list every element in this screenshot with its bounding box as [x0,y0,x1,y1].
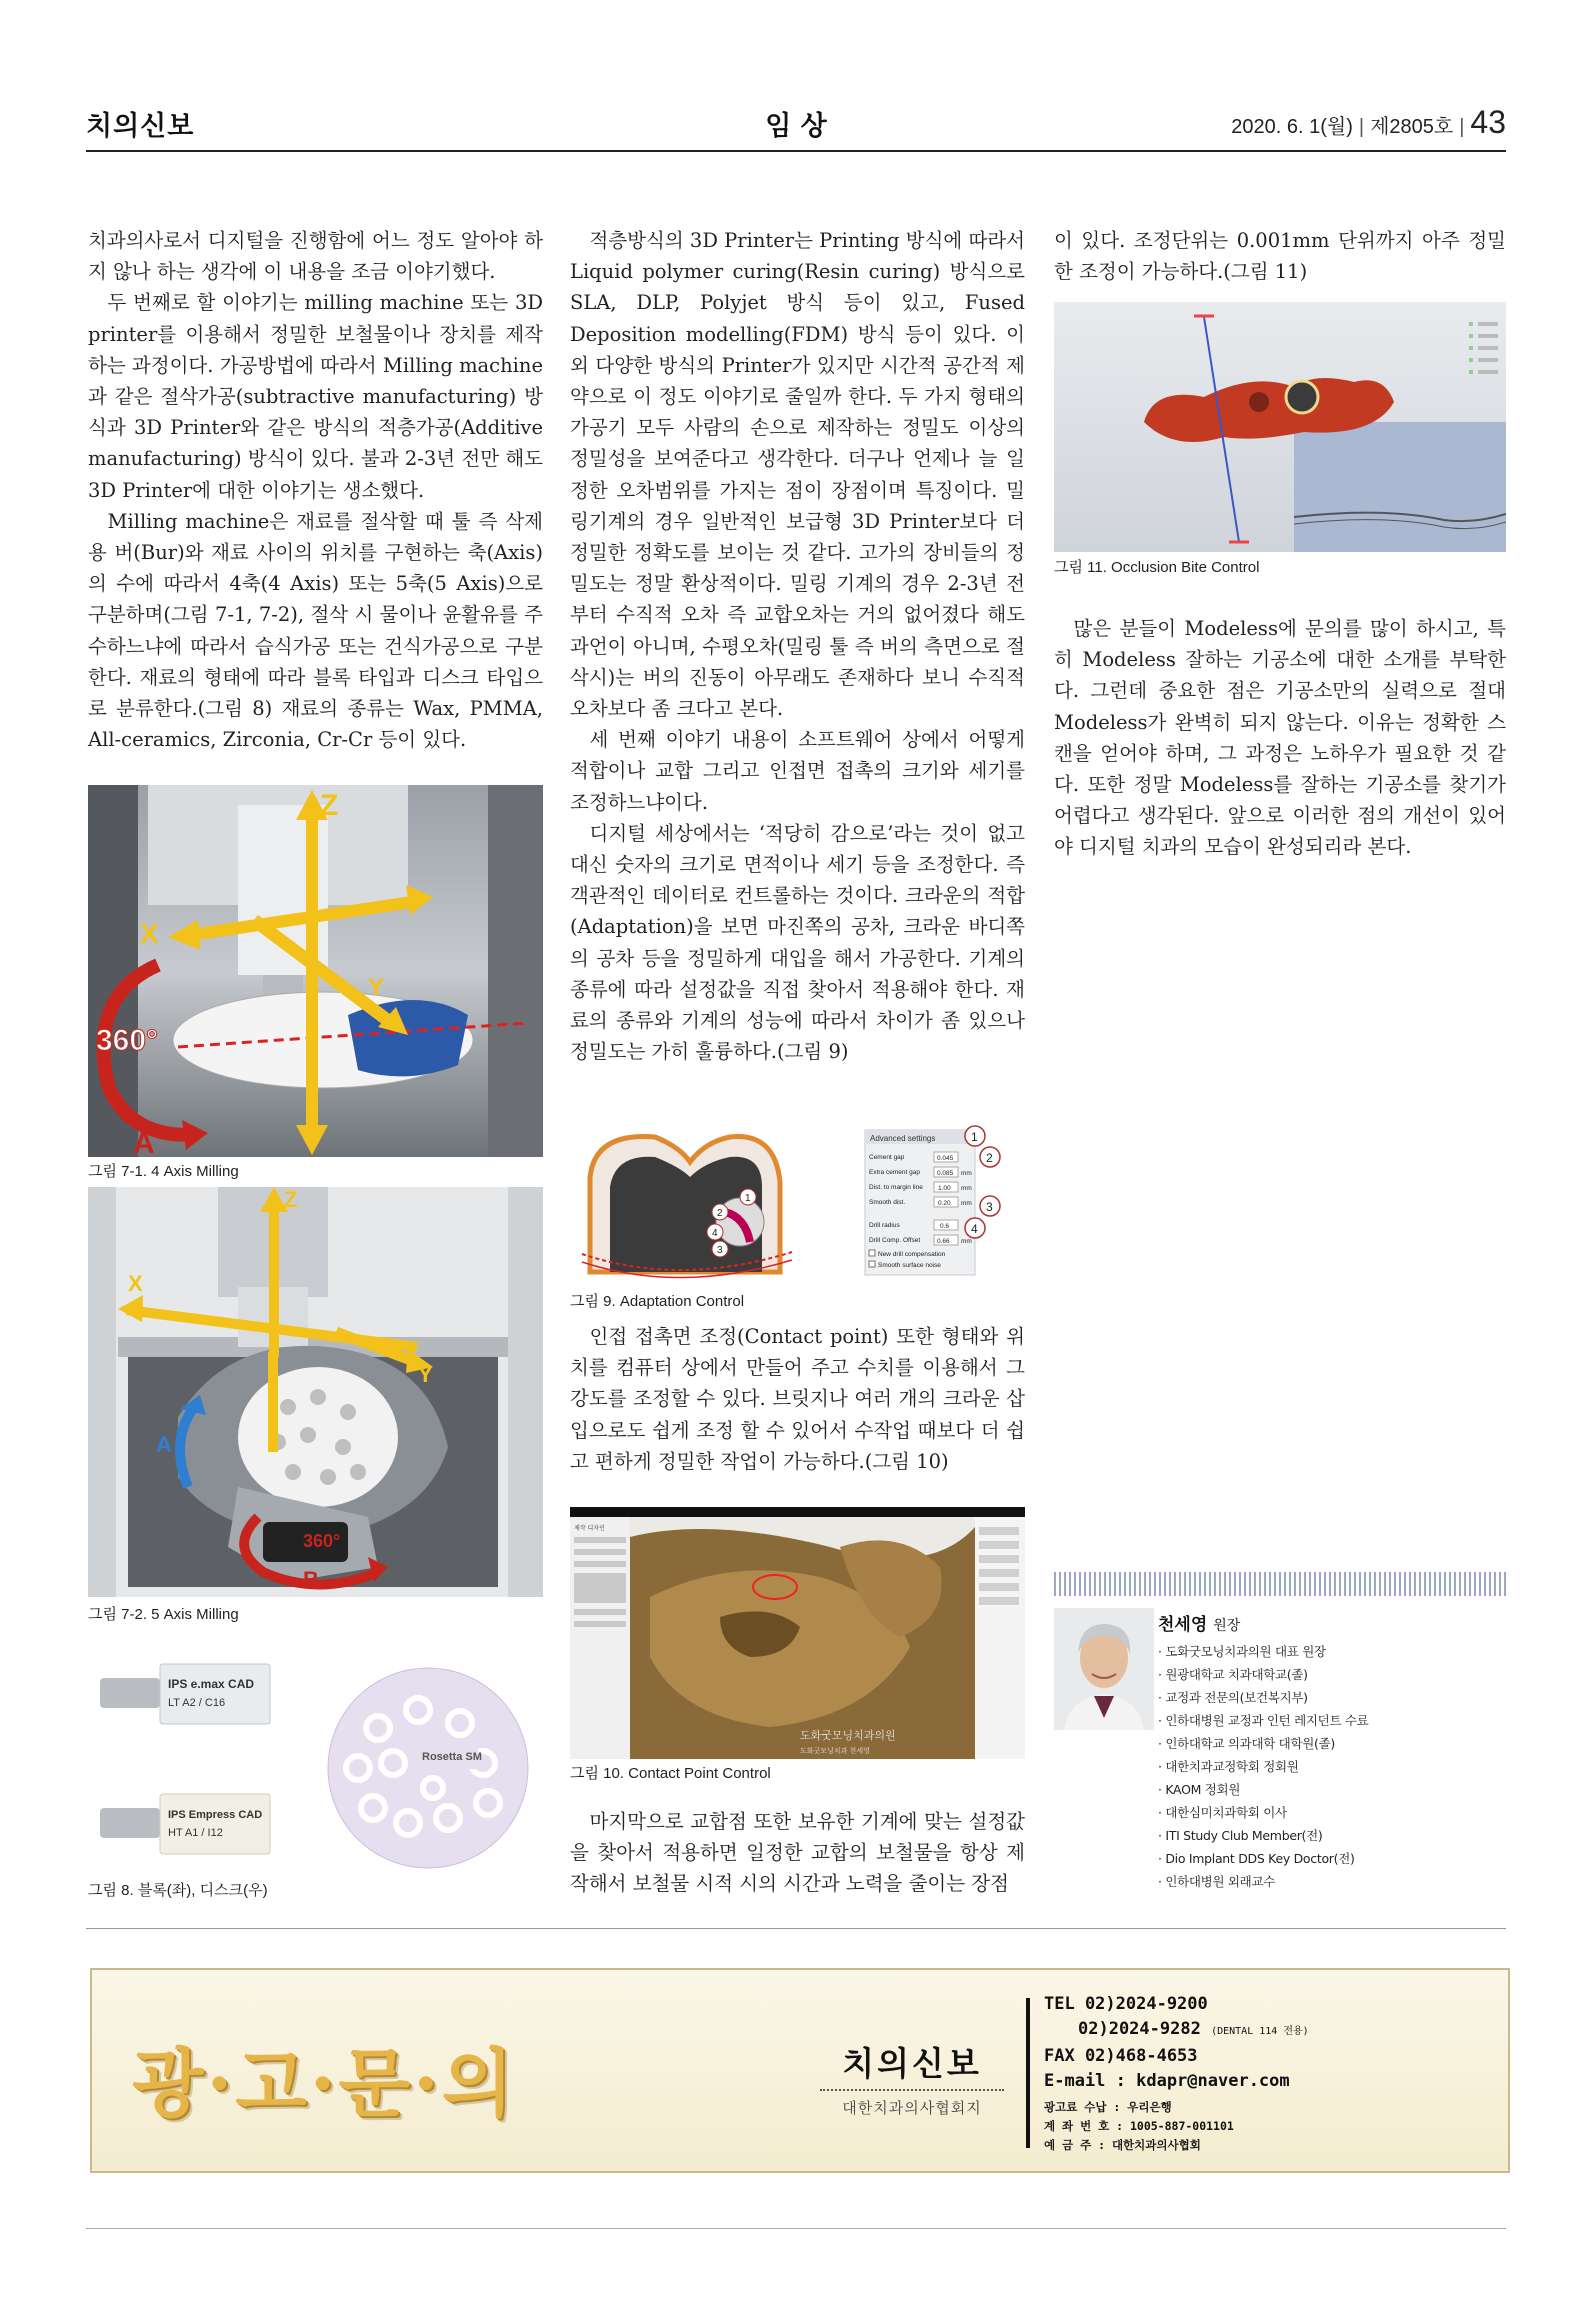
setting-unit: mm [961,1170,972,1177]
checkbox-label: New drill compensation [878,1251,946,1258]
author-career-list [1158,1640,1368,1893]
issue-info: 2020. 6. 1(월) | 제2805호 | 43 [1231,104,1506,140]
axis-label-z: Z [320,789,339,822]
column-2 [570,225,1025,1067]
marker-2: 2 [717,1208,723,1219]
checkbox-label: Smooth surface noise [878,1262,941,1269]
ad-divider [1026,1998,1030,2148]
ad-logo-sub: 대한치과의사협회지 [842,2099,982,2117]
setting-value: 1.00 [938,1185,951,1192]
author-title: 원장 [1213,1618,1241,1634]
column-3-continued [1054,613,1506,863]
paragraph: 치과의사로서 디지털을 진행함에 어느 정도 알아야 하지 않나 하는 생각에 이 내용을 조금 이야기했다. [88,229,543,284]
column-2-end [570,1806,1025,1900]
section-title: 임 상 [765,111,827,142]
issue-number: 제2805호 [1370,116,1454,138]
rotation-label-360: 360° [303,1531,341,1551]
ad-tel-1: TEL 02)2024-9200 [1044,1994,1208,2014]
axis-label-z: Z [284,1187,298,1212]
block-1-code: LT A2 / C16 [168,1697,226,1709]
marker-3: 3 [717,1245,723,1256]
figure-contact-point-control [570,1507,1025,1759]
caption-fig7-1: 그림 7-1. 4 Axis Milling [88,1163,239,1180]
ad-logo-name: 치의신보 [842,2044,982,2083]
setting-label: Cement gap [869,1154,905,1161]
marker-3: 3 [986,1200,993,1214]
list-item: · 대한치과교정학회 정회원 [1158,1755,1368,1778]
watermark-clinic: 도화굿모닝치과의원 [800,1729,896,1742]
paragraph: 많은 분들이 Modeless에 문의를 많이 하시고, 특히 Modeless 잘하는 기공소에 대한 소개를 부탁한다. 그런데 중요한 점은 기공소만의 실력으로 절대 Modeless가 완벽히 되지 않는다. 이유는 정확한 스캔을 얻어야 하며, 그 과정은 노하우가 필요한 것 같다. 또한 정말 Modeless를 잘하는 기공소를 찾기가 어렵다고 생각된다. 앞으로 이러한 점의 개선이 있어야 디지털 치과의 모습이 완성되리라 본다. [1054,617,1506,859]
ad-bank: 광고료 수납 : 우리은행 [1044,2100,1172,2114]
marker-1: 1 [745,1193,751,1204]
setting-value: 0.6 [940,1223,950,1230]
ad-fax: FAX 02)468-4653 [1044,2046,1198,2066]
marker-2: 2 [986,1151,993,1165]
rotation-label-a: A [156,1432,172,1457]
watermark-doctor: 도화굿모닝치과 천세영 [800,1747,870,1755]
list-item: · 인하대병원 외래교수 [1158,1870,1368,1893]
list-item: · KAOM 정회원 [1158,1778,1368,1801]
paragraph: 두 번째로 할 이야기는 milling machine 또는 3D printer를 이용해서 정밀한 보철물이나 장치를 제작하는 과정이다. 가공방법에 따라서 Milling machine과 같은 절삭가공(subtractive manufacturing) 방식과 3D Printer와 같은 방식의 적층가공(Additive manufacturing) 방식이 있다. 불과 2-3년 전만 해도 3D Printer에 대한 이야기는 생소했다. [88,291,543,502]
setting-label: Drill Comp. Offset [869,1237,921,1244]
axis-label-x: X [128,1271,143,1296]
ad-email: E-mail : kdapr@naver.com [1044,2071,1290,2091]
paragraph: 이 있다. 조정단위는 0.001mm 단위까지 아주 정밀한 조정이 가능하다.(그림 11) [1054,229,1506,284]
list-item: · 인하대학교 의과대학 대학원(졸) [1158,1732,1368,1755]
rotation-label-a: A [133,1127,155,1157]
list-item: · ITI Study Club Member(전) [1158,1824,1368,1847]
marker-4: 4 [712,1228,718,1239]
ad-logo [812,2038,1012,2118]
paragraph: 세 번째 이야기 내용이 소프트웨어 상에서 어떻게 적합이나 교합 그리고 인접면 접촉의 크기와 세기를 조정하느냐이다. [570,728,1025,814]
list-item: · 원광대학교 치과대학교(졸) [1158,1663,1368,1686]
block-1-brand: IPS e.max CAD [168,1677,255,1691]
caption-fig9: 그림 9. Adaptation Control [570,1293,745,1310]
author-photo [1054,1608,1154,1730]
caption-fig11: 그림 11. Occlusion Bite Control [1054,559,1260,576]
paragraph: Milling machine은 재료를 절삭할 때 툴 즉 삭제용 버(Bur)와 재료 사이의 위치를 구현하는 축(Axis)의 수에 따라서 4축(4 Axis) 또는 5축(5 Axis)으로 구분하며(그림 7-1, 7-2), 절삭 시 물이나 윤활유를 주수하느냐에 따라서 습식가공 또는 건식가공으로 구분한다. 재료의 형태에 따라 블록 타입과 디스크 타입으로 분류한다.(그림 8) 재료의 종류는 Wax, PMMA, All-ceramics, Zirconia, Cr-Cr 등이 있다. [88,509,543,752]
column-3 [1054,225,1506,287]
ad-tel-2: 02)2024-9282 (DENTAL 114 전용) [1078,2019,1309,2039]
setting-unit: mm [961,1185,972,1192]
rotation-label-b: B [303,1567,319,1592]
rotation-label-360: 360° [96,1024,159,1057]
author-name [1158,1610,1240,1635]
ad-account: 계 좌 번 호 : 1005-887-001101 [1044,2119,1234,2133]
block-2-code: HT A1 / I12 [168,1827,223,1839]
author-name-text: 천세영 [1158,1615,1208,1635]
figure-block-disc [88,1648,543,1876]
disc-brand: Rosetta SM [422,1751,482,1763]
column-2-continued [570,1321,1025,1477]
paragraph: 인접 접촉면 조정(Contact point) 또한 형태와 위치를 컴퓨터 상에서 만들어 주고 수치를 이용해서 그 강도를 조정할 수 있다. 브릿지나 여러 개의 크라운 삽입으로도 쉽게 조정 할 수 있어서 수작업 때보다 더 쉽고 편하게 정밀한 작업이 가능하다.(그림 10) [570,1325,1025,1473]
list-item: · 교정과 전문의(보건복지부) [1158,1686,1368,1709]
profile-divider [1054,1572,1506,1596]
ad-inquiry-banner [90,1968,1510,2173]
paragraph: 마지막으로 교합점 또한 보유한 기계에 맞는 설정값을 찾아서 적용하면 일정한 교합의 보철물을 항상 제작해서 보철물 시적 시의 시간과 노력을 줄이는 장점 [570,1810,1025,1896]
header-rule [86,150,1506,152]
setting-value: 0.20 [938,1200,951,1207]
marker-1: 1 [971,1130,978,1144]
setting-value: 0.66 [937,1238,950,1245]
axis-label-x: X [140,918,159,949]
caption-fig8: 그림 8. 블록(좌), 디스크(우) [88,1882,268,1899]
axis-label-y: Y [418,1362,433,1387]
issue-date: 2020. 6. 1(월) [1231,116,1353,138]
paragraph: 디지털 세상에서는 ‘적당히 감으로’라는 것이 없고 대신 숫자의 크기로 면적이나 세기 등을 조정한다. 즉 객관적인 데이터로 컨트롤하는 것이다. 크라운의 적합(Adaptation)을 보면 마진쪽의 공차, 크라운 바디쪽의 공차 등을 정밀하게 대입을 해서 가공한다. 기계의 종류에 따라 설정값을 직접 찾아서 적용해야 한다. 재료의 종류와 기계의 성능에 따라서 차이가 좀 있으나 정밀도는 가히 훌륭하다.(그림 9) [570,821,1025,1064]
app-title: 제작 디자인 [574,1525,605,1532]
page-header [86,104,1506,148]
column-1 [88,225,543,755]
marker-4: 4 [971,1222,978,1236]
page-number: 43 [1470,104,1506,140]
setting-unit: mm [961,1238,972,1245]
ad-tel-2-note: (DENTAL 114 전용) [1211,2026,1309,2037]
setting-label: Extra cement gap [869,1169,920,1176]
setting-label: Dist. to margin line [869,1184,923,1191]
setting-value: 0.085 [937,1170,954,1177]
list-item: · 대한심미치과학회 이사 [1158,1801,1368,1824]
setting-value: 0.045 [937,1155,954,1162]
caption-fig7-2: 그림 7-2. 5 Axis Milling [88,1606,239,1623]
ad-contact [1044,1992,1309,2155]
paragraph: 적층방식의 3D Printer는 Printing 방식에 따라서 Liquid polymer curing(Resin curing) 방식으로 SLA, DLP, Polyjet 방식 등이 있고, Fused Deposition modelling(FDM) 방식 등이 있다. 이외 다양한 방식의 Printer가 있지만 시간적 공간적 제약으로 이 정도 이야기로 줄일까 한다. 두 가지 형태의 가공기 모두 사람의 손으로 제작하는 정밀도 이상의 정밀성을 보여준다고 생각한다. 더구나 언제나 늘 일정한 오차범위를 가지는 점이 장점이며 특징이다. 밀링기계의 경우 일반적인 보급형 3D Printer보다 더 정밀한 정확도를 보이는 것 같다. 고가의 장비들의 정밀도는 정말 환상적이다. 밀링 기계의 경우 2-3년 전부터 수직적 오차 즉 교합오차는 거의 없어졌다 해도 과언이 아니며, 수평오차(밀링 툴 즉 버의 측면으로 절삭시)는 버의 진동이 아무래도 존재하다 보니 수직적 오차보다 좀 크다고 본다. [570,229,1025,721]
figure-adaptation-control [570,1122,1025,1287]
list-item: · Dio Implant DDS Key Doctor(전) [1158,1847,1368,1870]
figure-4-axis-milling [88,785,543,1157]
section-divider [86,1928,1506,1929]
setting-label: Drill radius [869,1222,900,1229]
page-end-rule [86,2228,1506,2229]
settings-panel-title: Advanced settings [870,1134,936,1143]
list-item: · 도화굿모닝치과의원 대표 원장 [1158,1640,1368,1663]
newspaper-name: 치의신보 [86,111,195,142]
list-item: · 인하대병원 교정과 인턴 레지던트 수료 [1158,1709,1368,1732]
setting-unit: mm [961,1200,972,1207]
caption-fig10: 그림 10. Contact Point Control [570,1765,771,1782]
block-2-brand: IPS Empress CAD [168,1809,263,1821]
figure-5-axis-milling [88,1187,543,1597]
ad-title: 광·고·문·의 [132,2041,517,2127]
setting-label: Smooth dist. [869,1199,906,1206]
axis-label-y: Y [368,974,385,1001]
ad-holder: 예 금 주 : 대한치과의사협회 [1044,2138,1201,2152]
figure-occlusion-bite-control [1054,302,1506,552]
